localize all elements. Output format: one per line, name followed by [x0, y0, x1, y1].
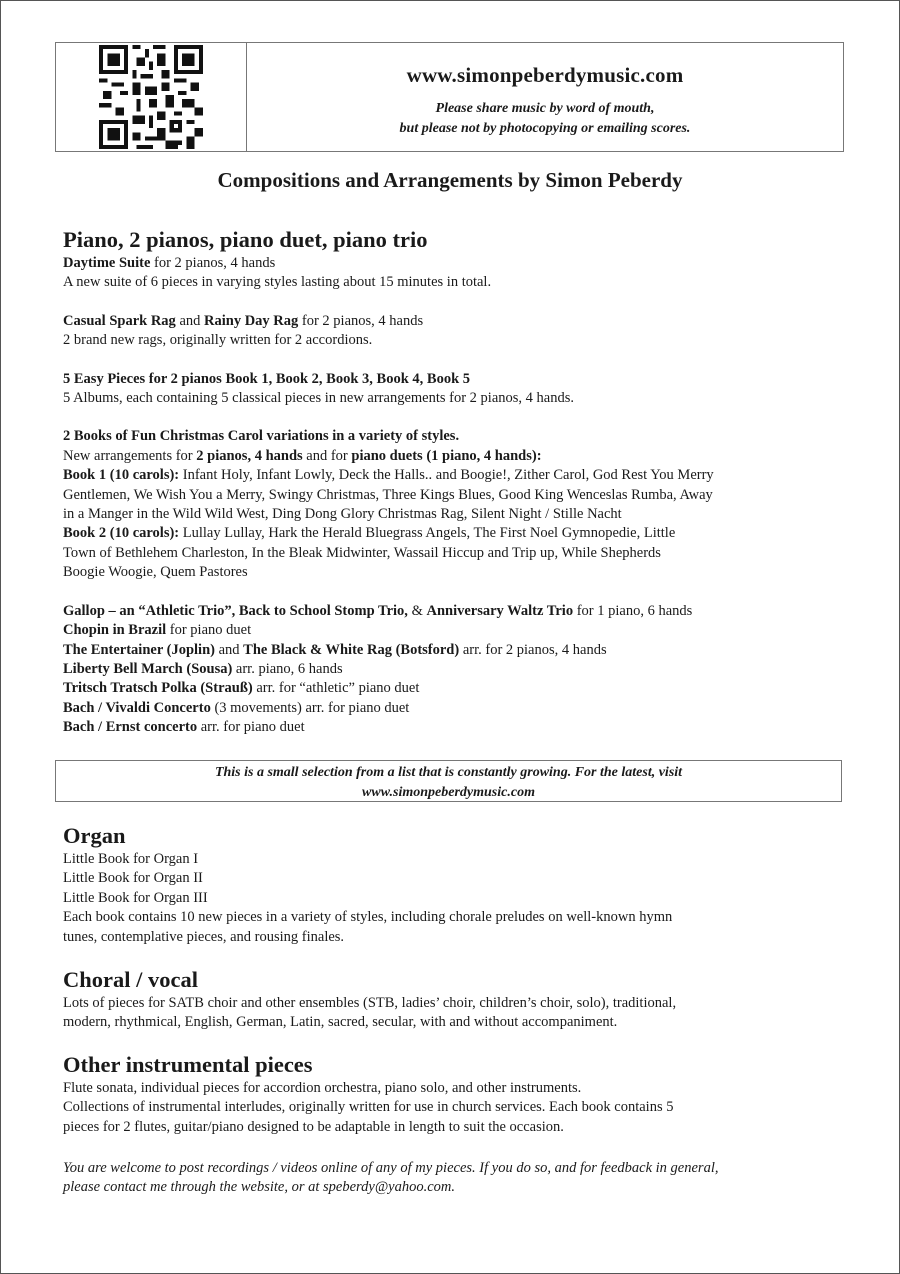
book-label: Book 2 (10 carols):: [63, 525, 180, 542]
instrumentation: arr. for piano duet: [197, 719, 305, 736]
selection-note-url[interactable]: www.simonpeberdymusic.com: [362, 784, 535, 800]
instrumentation: arr. piano, 6 hands: [232, 660, 343, 677]
other-section: [63, 1051, 843, 1137]
organ-desc: Each book contains 10 new pieces in a variety of styles, including chorale preludes on well-known hymn: [63, 909, 673, 926]
vivaldi-line: [63, 699, 843, 718]
work-title: Daytime Suite: [63, 255, 151, 271]
organ-desc: tunes, contemplative pieces, and rousing finales.: [63, 928, 345, 945]
easy-pieces-title: 5 Easy Pieces for 2 pianos Book 1, Book 2, Book 3, Book 4, Book 5: [63, 370, 471, 387]
book-contents: Infant Holy, Infant Lowly, Deck the Halls.. and Boogie!, Zither Carol, God Rest You Merry: [179, 467, 714, 484]
footer-note: [63, 1159, 843, 1198]
work-title: Tritsch Tratsch Polka (Strauß): [63, 680, 253, 697]
instrumentation: for piano duet: [166, 622, 252, 639]
share-note-line-1: Please share music by word of mouth,: [435, 101, 655, 116]
work-title: The Entertainer (Joplin): [63, 641, 215, 658]
instrumentation: for 2 pianos, 4 hands: [298, 312, 424, 329]
carol-book1-cont: in a Manger in the Wild Wild West, Ding Dong Glory Christmas Rag, Silent Night / Stille Nacht: [63, 506, 622, 523]
work-title: Bach / Vivaldi Concerto: [63, 699, 211, 716]
footer-line-2: please contact me through the website, or at speberdy@yahoo.com.: [63, 1179, 456, 1196]
text: and for: [302, 447, 352, 464]
organ-book-2: Little Book for Organ II: [63, 870, 203, 887]
organ-book-1: Little Book for Organ I: [63, 851, 199, 867]
page-title: Compositions and Arrangements by Simon Peberdy: [217, 168, 683, 192]
section-heading-other: Other instrumental pieces: [63, 1052, 313, 1077]
conjunction: and: [214, 641, 244, 658]
ernst-line: [63, 718, 843, 737]
carol-book2-cont: Town of Bethlehem Charleston, In the Bleak Midwinter, Wassail Hiccup and Trip up, While Shepherds: [63, 544, 661, 561]
liberty-line: [63, 660, 843, 679]
piano-section: [63, 226, 843, 738]
rags-desc: 2 brand new rags, originally written for 2 accordions.: [63, 332, 373, 349]
instrumentation: arr. for “athletic” piano duet: [252, 680, 420, 697]
qr-code-icon[interactable]: [99, 45, 203, 149]
selection-note-line-1: This is a small selection from a list that is constantly growing. For the latest, visit: [214, 765, 683, 780]
work-title: Rainy Day Rag: [204, 312, 299, 329]
gallop-line: [63, 602, 843, 621]
text: New arrangements for: [63, 447, 197, 464]
conjunction: and: [175, 312, 204, 329]
section-heading-organ: Organ: [63, 823, 126, 848]
other-desc: pieces for 2 flutes, guitar/piano designed to be adaptable in length to suit the occasion.: [63, 1118, 564, 1135]
section-heading-choral: Choral / vocal: [63, 967, 198, 992]
daytime-suite-desc: A new suite of 6 pieces in varying styles lasting about 15 minutes in total.: [63, 274, 492, 291]
work-title: Casual Spark Rag: [63, 312, 176, 329]
carol-title: 2 Books of Fun Christmas Carol variations in a variety of styles.: [63, 428, 460, 445]
qr-cell: [56, 43, 247, 151]
instrumentation: arr. for 2 pianos, 4 hands: [459, 641, 607, 658]
header-text: [247, 43, 843, 151]
work-title: Bach / Ernst concerto: [63, 719, 198, 736]
choral-section: [63, 966, 843, 1033]
work-title: The Black & White Rag (Botsford): [243, 641, 460, 658]
easy-pieces-desc: 5 Albums, each containing 5 classical pieces in new arrangements for 2 pianos, 4 hands.: [63, 390, 574, 407]
header-box: [55, 42, 844, 152]
work-title: Anniversary Waltz Trio: [426, 602, 574, 619]
share-note-line-2: but please not by photocopying or emailing scores.: [399, 121, 691, 136]
other-desc: Collections of instrumental interludes, originally written for use in church services. Each book contains 5: [63, 1099, 674, 1116]
work-title: Gallop – an “Athletic Trio”, Back to School Stomp Trio,: [63, 602, 408, 619]
chopin-line: [63, 621, 843, 640]
footer-line-1: You are welcome to post recordings / videos online of any of my pieces. If you do so, and for feedback in general,: [63, 1160, 719, 1176]
text: piano duets (1 piano, 4 hands):: [351, 447, 542, 464]
work-title: Chopin in Brazil: [63, 622, 167, 639]
book-label: Book 1 (10 carols):: [63, 467, 180, 484]
carol-arrangements-line: [63, 447, 843, 466]
choral-desc: modern, rhythmical, English, German, Latin, sacred, secular, with and without accompaniment.: [63, 1014, 618, 1031]
section-heading-piano: Piano, 2 pianos, piano duet, piano trio: [63, 227, 428, 252]
website-url[interactable]: www.simonpeberdymusic.com: [406, 63, 684, 87]
tritsch-line: [63, 679, 843, 698]
rags-line: [63, 312, 843, 331]
organ-book-3: Little Book for Organ III: [63, 889, 208, 906]
other-desc: Flute sonata, individual pieces for accordion orchestra, piano solo, and other instruments.: [63, 1080, 582, 1096]
book-contents: Lullay Lullay, Hark the Herald Bluegrass Angels, The First Noel Gymnopedie, Little: [179, 525, 676, 542]
choral-desc: Lots of pieces for SATB choir and other ensembles (STB, ladies’ choir, children’s choir, solo), traditional,: [63, 995, 677, 1011]
daytime-suite-line: [63, 254, 843, 273]
instrumentation: for 1 piano, 6 hands: [573, 602, 693, 619]
carol-book2-cont: Boogie Woogie, Quem Pastores: [63, 564, 248, 581]
work-title: Liberty Bell March (Sousa): [63, 660, 233, 677]
entertainer-line: [63, 641, 843, 660]
carol-book1: [63, 466, 843, 485]
instrumentation: for 2 pianos, 4 hands: [150, 255, 276, 271]
conjunction: &: [407, 602, 427, 619]
organ-section: [63, 822, 843, 947]
selection-note-box: [55, 760, 842, 802]
instrumentation: (3 movements) arr. for piano duet: [210, 699, 410, 716]
carol-book2: [63, 524, 843, 543]
carol-book1-cont: Gentlemen, We Wish You a Merry, Swingy Christmas, Three Kings Blues, Good King Wenceslas Rumba, Away: [63, 486, 713, 503]
text: 2 pianos, 4 hands: [196, 447, 303, 464]
